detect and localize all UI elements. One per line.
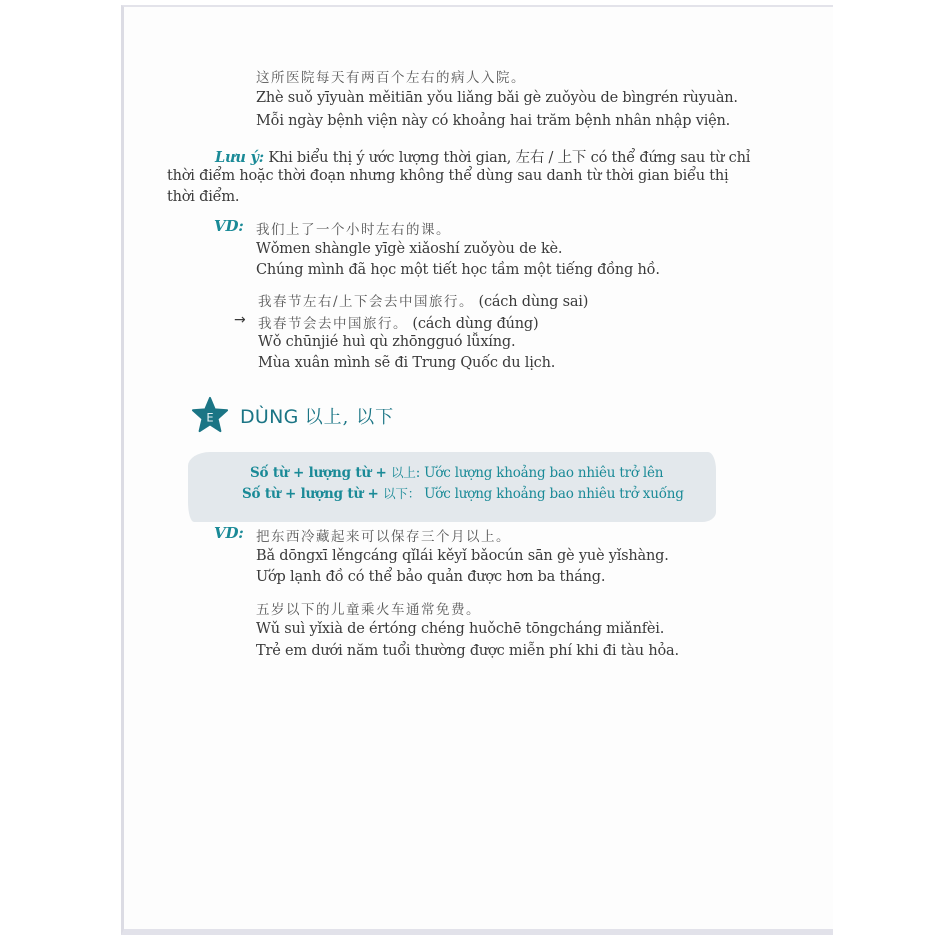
rule-1 <box>250 463 663 481</box>
example-1-vietnamese: Mỗi ngày bệnh viện này có khoảng hai trăm bệnh nhân nhập viện. <box>256 113 731 129</box>
example-2-pinyin: Wǒmen shàngle yīgè xiǎoshí zuǒyòu de kè. <box>256 241 563 257</box>
example-4-pinyin: Bǎ dōngxī lěngcáng qǐlái kěyǐ bǎocún sān gè yuè yǐshàng. <box>256 548 669 564</box>
section-title: DÙNG <box>240 406 299 428</box>
example-4-vietnamese: Ướp lạnh đồ có thể bảo quản được hơn ba tháng. <box>256 569 606 585</box>
example-3-right-note: (cách dùng đúng) <box>412 316 539 332</box>
arrow-icon: → <box>234 312 246 328</box>
rule-2-meaning: Ước lượng khoảng bao nhiêu trở xuống <box>420 486 684 502</box>
note-line-3: thời điểm. <box>167 189 240 205</box>
example-3-wrong-note: (cách dùng sai) <box>478 294 589 310</box>
note-line-1 <box>215 146 750 167</box>
rule-1-chinese: 以上 <box>391 465 416 480</box>
example-3-wrong-chinese: 我春节左右/上下会去中国旅行。 <box>258 294 475 310</box>
rule-2 <box>242 484 684 502</box>
rule-2-chinese: 以下： <box>383 486 420 501</box>
section-title-chinese: 以上, 以下 <box>304 407 395 428</box>
note-line-2: thời điểm hoặc thời đoạn nhưng không thể dùng sau danh từ thời gian biểu thị <box>167 168 729 184</box>
vd-label-1: VD: <box>214 217 244 235</box>
note-text-1: Khi biểu thị ý ước lượng thời gian, 左右 / 上下 có thể đứng sau từ chỉ <box>263 150 751 166</box>
note-label: Lưu ý: <box>215 149 264 166</box>
example-3-pinyin: Wǒ chūnjié huì qù zhōngguó lǚxíng. <box>258 334 516 350</box>
example-5-vietnamese: Trẻ em dưới năm tuổi thường được miễn phí khi đi tàu hỏa. <box>256 643 679 659</box>
star-badge-icon <box>191 396 229 434</box>
example-1-pinyin: Zhè suǒ yīyuàn měitiān yǒu liǎng bǎi gè zuǒyòu de bìngrén rùyuàn. <box>256 90 738 106</box>
example-2-chinese: 我们上了一个小时左右的课。 <box>256 222 451 238</box>
vd-label-2: VD: <box>214 524 244 542</box>
example-5-pinyin: Wǔ suì yǐxià de értóng chéng huǒchē tōngcháng miǎnfèi. <box>256 621 665 637</box>
example-4-chinese: 把东西冷藏起来可以保存三个月以上。 <box>256 529 511 545</box>
rule-1-meaning: : Ước lượng khoảng bao nhiêu trở lên <box>415 465 664 481</box>
example-5-chinese: 五岁以下的儿童乘火车通常免费。 <box>256 602 481 618</box>
example-3-wrong <box>258 290 588 310</box>
example-1-chinese: 这所医院每天有两百个左右的病人入院。 <box>256 70 526 86</box>
example-3-right-chinese: 我春节会去中国旅行。 <box>258 316 408 332</box>
rule-2-formula: Số từ + lượng từ + <box>242 486 384 502</box>
example-2-vietnamese: Chúng mình đã học một tiết học tầm một tiếng đồng hồ. <box>256 262 660 278</box>
badge-letter: E <box>206 410 214 425</box>
example-3-vietnamese: Mùa xuân mình sẽ đi Trung Quốc du lịch. <box>258 355 556 371</box>
example-3-right <box>258 312 538 332</box>
rule-1-formula: Số từ + lượng từ + <box>250 465 392 481</box>
section-heading <box>240 403 394 429</box>
